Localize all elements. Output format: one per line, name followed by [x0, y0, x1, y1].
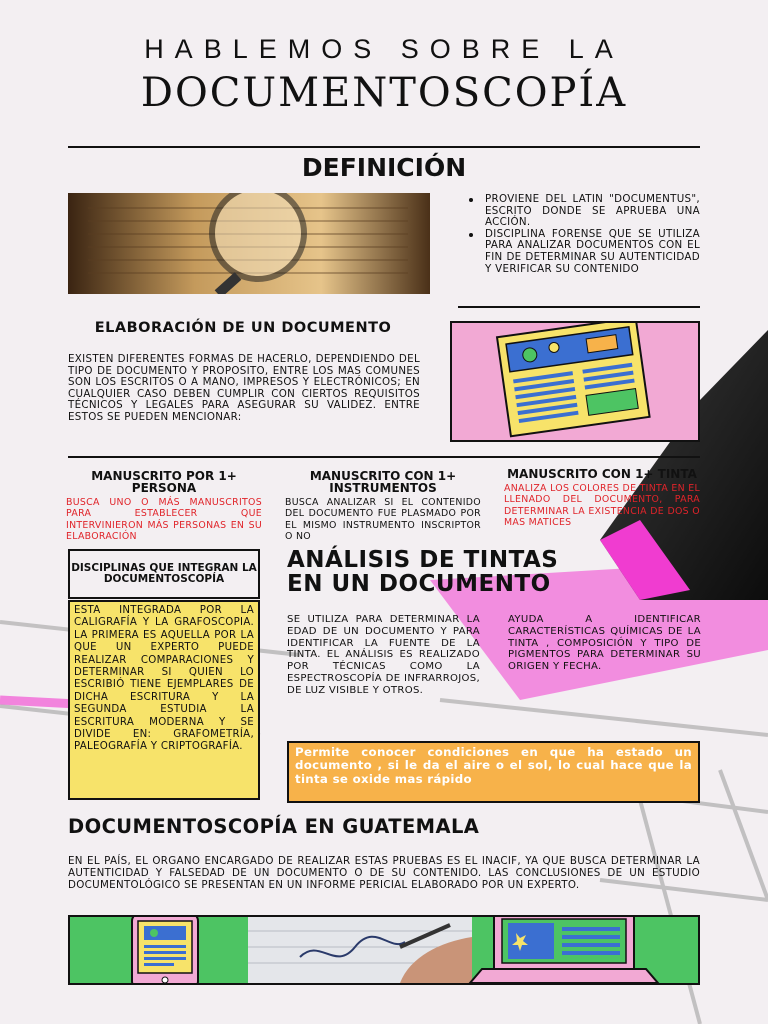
column-tinta-text: ANALIZA LOS COLORES DE TINTA EN EL LLENADO DEL DOCUMENTO, PARA DETERMINAR LA EXISTENCIA DE DOS O MAS MATICES: [504, 483, 700, 529]
elaboracion-heading: ELABORACIÓN DE UN DOCUMENTO: [94, 320, 392, 336]
definicion-bullet-2: DISCIPLINA FORENSE QUE SE UTILIZA PARA ANALIZAR DOCUMENTOS CON EL FIN DE DETERMINAR SU AUTENTICIDAD Y VERIFICAR SU CONTENIDO: [467, 229, 700, 275]
analisis-text-right: AYUDA A IDENTIFICAR CARACTERÍSTICAS QUÍMICAS DE LA TINTA , COMPOSICIÓN Y TIPO DE PIGMENTOS PARA DETERMINAR SU ORIGEN Y FECHA.: [508, 614, 701, 673]
column-persona-title: MANUSCRITO POR 1+ PERSONA: [91, 469, 237, 495]
analisis-text-left: SE UTILIZA PARA DETERMINAR LA EDAD DE UN DOCUMENTO Y PARA IDENTIFICAR LA FUENTE DE LA TINTA. EL ANÁLISIS ES REALIZADO POR TÉCNICAS COMO LA ESPECTROSCOPÍA DE INFRARROJOS, DE LUZ VISIBLE Y OTROS.: [287, 614, 480, 696]
guatemala-heading: DOCUMENTOSCOPÍA EN GUATEMALA: [68, 815, 480, 838]
disciplinas-box: [68, 600, 260, 800]
column-persona-text: BUSCA UNO O MÁS MANUSCRITOS PARA ESTABLECER QUE INTERVINIERON MÁS PERSONAS EN SU ELABORACIÓN: [66, 497, 262, 543]
analisis-heading-line1: ANÁLISIS DE TINTAS: [287, 547, 559, 573]
analisis-callout: [287, 741, 700, 803]
definicion-list: [467, 194, 700, 275]
banner-illustrations: [70, 917, 698, 983]
column-instrumentos-text: BUSCA ANALIZAR SI EL CONTENIDO DEL DOCUMENTO FUE PLASMADO POR EL MISMO INSTRUMENTO INSCRIPTOR O NO: [285, 497, 481, 543]
analisis-heading-line2: EN UN DOCUMENTO: [287, 571, 551, 597]
guatemala-text: EN EL PAÍS, EL ORGANO ENCARGADO DE REALIZAR ESTAS PRUEBAS ES EL INACIF, YA QUE BUSCA DETERMINAR LA AUTENTICIDAD Y FALSEDAD DE UN DOCUMENTO O DE SU CONTENIDO. LAS CONCLUSIONES DE UN ESTUDIO DOCUMENTOLÓGICO SE PRESENTAN EN UN INFORME PERICIAL ELABORADO POR UN EXPERTO.: [68, 855, 700, 891]
hand-signing-photo: [248, 917, 472, 983]
definicion-heading: DEFINICIÓN: [301, 153, 467, 182]
divider: [458, 306, 700, 308]
disciplinas-heading-box: [68, 549, 260, 599]
column-instrumentos-title: MANUSCRITO CON 1+ INSTRUMENTOS: [309, 469, 457, 495]
magnifying-glass-image: [68, 193, 430, 294]
divider: [68, 146, 700, 148]
column-tinta: [504, 468, 700, 529]
column-tinta-title: MANUSCRITO CON 1+ TINTA: [507, 467, 697, 481]
definicion-bullet-1: PROVIENE DEL LATIN "DOCUMENTUS", ESCRITO DONDE SE APRUEBA UNA ACCIÓN.: [467, 194, 700, 229]
magnifying-glass-icon: [68, 193, 430, 294]
column-persona: [66, 470, 262, 543]
disciplinas-heading: DISCIPLINAS QUE INTEGRAN LA DOCUMENTOSCOPÍA: [71, 562, 257, 585]
analisis-callout-text: Permite conocer condiciones en que ha estado un documento , si le da el aire o el sol, lo cual hace que la tinta se oxide mas rápido: [295, 745, 692, 786]
disciplinas-text: ESTA INTEGRADA POR LA CALIGRAFÍA Y LA GRAFOSCOPIA. LA PRIMERA ES AQUELLA POR LA QUE UN EXPERTO PUEDE REALIZAR COMPARACIONES Y DETERMINAR SI QUIEN LO ESCRIBIÓ TIENE EJEMPLARES DE DICHA ESCRITURA Y LA SEGUNDA ESTUDIA LA ESCRITURA MODERNA Y SE DIVIDE EN: GRAFOMETRÍA, PALEOGRAFÍA Y CRIPTOGRAFÍA.: [74, 605, 254, 753]
guatemala-banner: [68, 915, 700, 985]
document-illustration-box: [450, 321, 700, 442]
laptop-document-icon: [470, 917, 658, 983]
tablet-document-icon: [132, 917, 198, 983]
column-instrumentos: [285, 470, 481, 543]
divider: [68, 456, 700, 458]
kicker: HABLEMOS SOBRE LA: [144, 34, 624, 64]
page-title: DOCUMENTOSCOPÍA: [140, 70, 628, 116]
analisis-heading: [287, 548, 707, 596]
elaboracion-text: EXISTEN DIFERENTES FORMAS DE HACERLO, DEPENDIENDO DEL TIPO DE DOCUMENTO Y PROPOSITO, ENTRE LOS MAS COMUNES SON LOS ESCRITOS O A MANO, IMPRESOS Y ELECTRÓNICOS; EN CUALQUIER CASO DEBEN CUMPLIR CON CIERTOS REQUISITOS TÉCNICOS Y LEGALES PARA ASEGURAR SU VALIDEZ. ENTRE ESTOS SE PUEDEN MENCIONAR:: [68, 353, 420, 423]
document-illustration-icon: [452, 323, 698, 440]
